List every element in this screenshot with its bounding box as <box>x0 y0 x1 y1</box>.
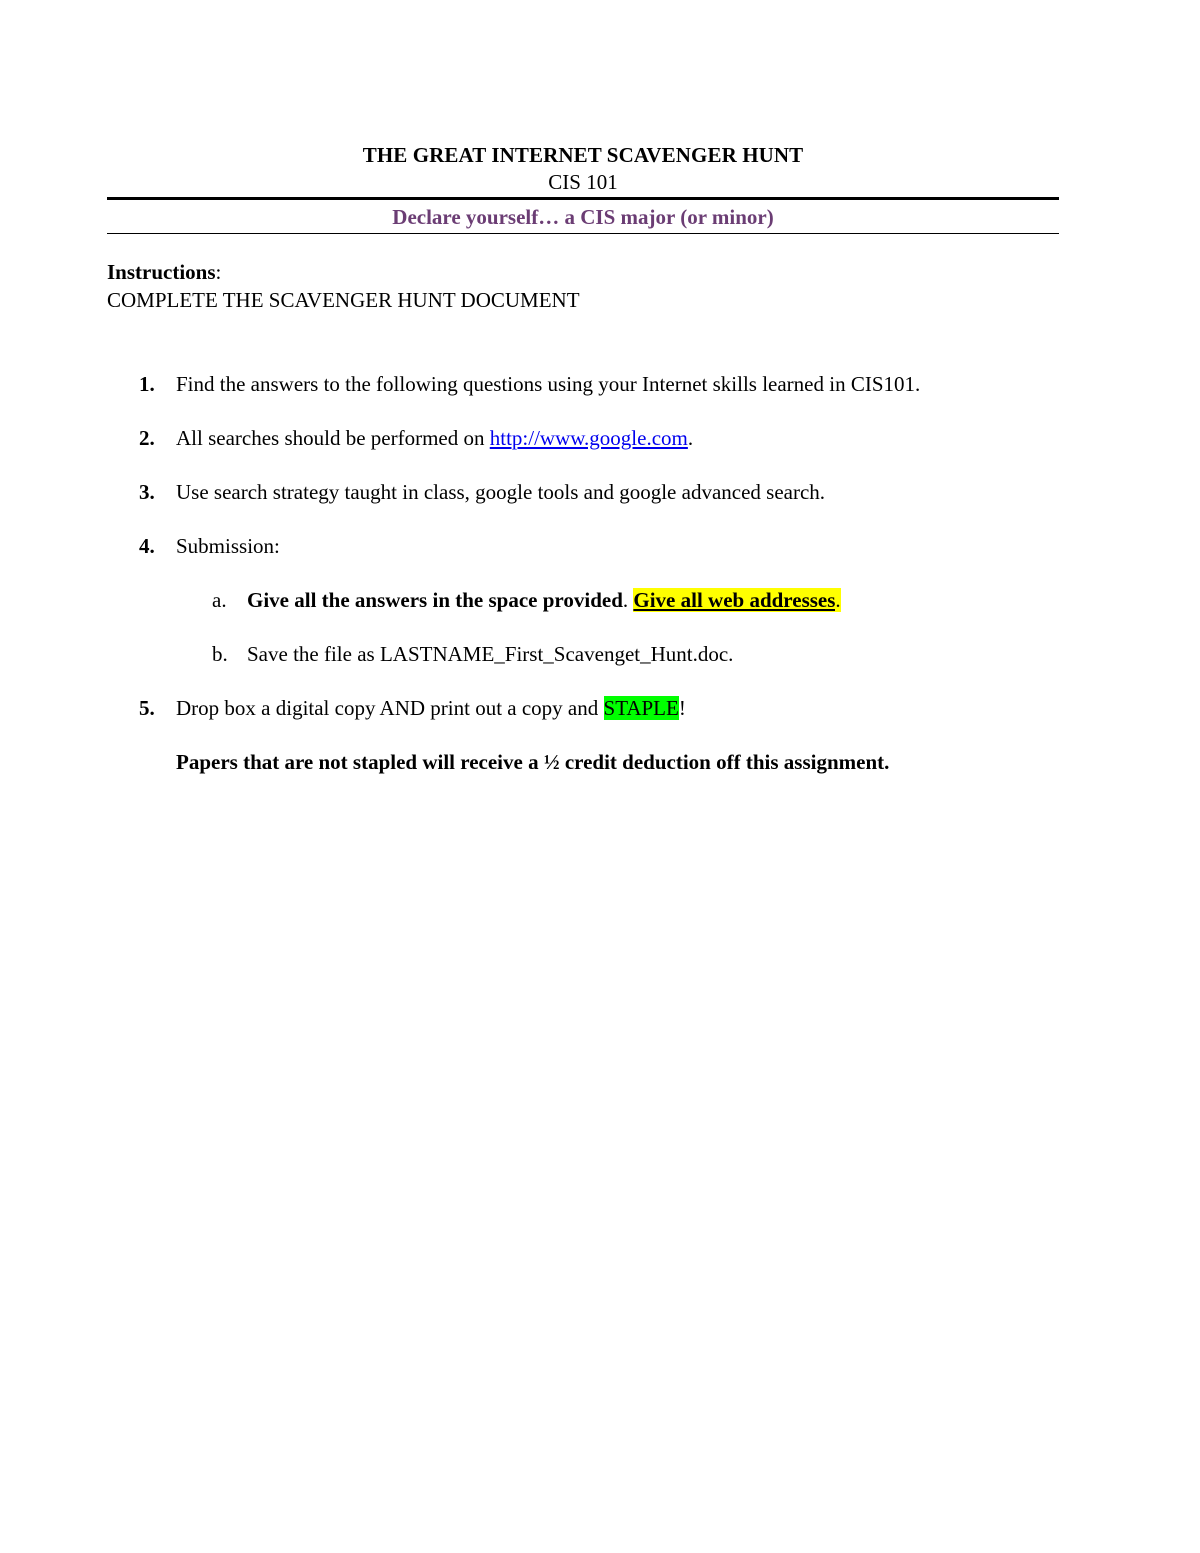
item-number: 3. <box>139 480 155 504</box>
web-addresses-highlight: Give all web addresses <box>633 588 836 612</box>
item-text-before: Drop box a digital copy AND print out a copy and <box>176 696 604 720</box>
sub-item-period: . <box>622 588 629 612</box>
item-text: Use search strategy taught in class, google tools and google advanced search. <box>176 480 826 504</box>
item-number: 1. <box>139 372 155 396</box>
item-text: Submission: <box>176 534 280 558</box>
sub-item-letter: b. <box>212 642 228 666</box>
item-text: Find the answers to the following questions using your Internet skills learned in CIS101. <box>176 372 921 396</box>
item-text <box>176 424 693 452</box>
tagline: Declare yourself… a CIS major (or minor) <box>392 205 774 229</box>
item-number: 2. <box>139 426 155 450</box>
sub-item-text <box>247 586 841 614</box>
item-number: 4. <box>139 534 155 558</box>
item-number: 5. <box>139 696 155 720</box>
item-text-after: ! <box>678 696 686 720</box>
instructions-label: Instructions <box>107 260 216 284</box>
sub-item-bold-text: Give all the answers in the space provided <box>247 588 623 612</box>
staple-highlight: STAPLE <box>603 696 679 720</box>
note-text: Papers that are not stapled will receive a ½ credit deduction off this assignment. <box>176 750 890 774</box>
instructions-colon: : <box>215 260 222 284</box>
instructions-subheading: COMPLETE THE SCAVENGER HUNT DOCUMENT <box>107 288 580 312</box>
instructions-heading <box>107 258 1107 286</box>
document-header <box>107 142 1059 234</box>
thick-divider <box>107 197 1059 200</box>
item-text-after: . <box>687 426 694 450</box>
sub-item-text: Save the file as LASTNAME_First_Scavenget_Hunt.doc. <box>247 642 734 666</box>
document-title: THE GREAT INTERNET SCAVENGER HUNT <box>362 143 804 167</box>
course-name: CIS 101 <box>548 170 618 194</box>
google-link[interactable]: http://www.google.com <box>489 426 688 450</box>
item-text <box>176 694 686 722</box>
thin-divider <box>107 233 1059 234</box>
sub-item-letter: a. <box>212 588 227 612</box>
highlight-period: . <box>835 588 841 612</box>
instructions-section <box>107 258 1107 774</box>
item-text-before: All searches should be performed on <box>176 426 490 450</box>
